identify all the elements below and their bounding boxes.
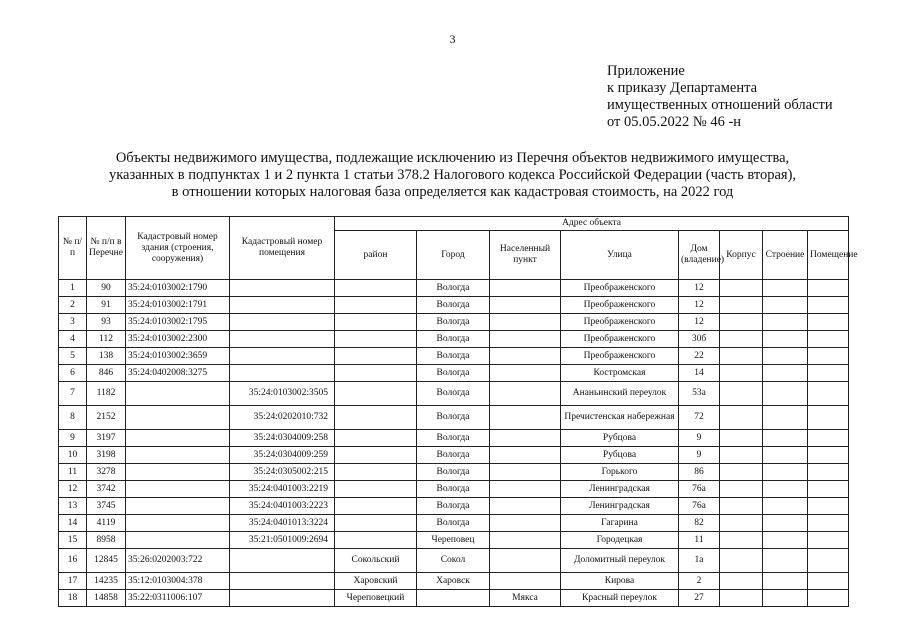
objects-table — [58, 216, 858, 607]
cell-korpus — [720, 498, 763, 515]
cell-street: Красный переулок — [561, 590, 679, 607]
header-list-num: № п/п в Перечне — [87, 217, 126, 280]
cell-building — [763, 348, 808, 365]
cell-settlement — [490, 498, 561, 515]
cell-street: Преображенского — [561, 297, 679, 314]
cell-settlement — [490, 406, 561, 430]
cell-district — [335, 464, 417, 481]
cell-district — [335, 447, 417, 464]
cell-district — [335, 348, 417, 365]
table-row — [59, 590, 849, 607]
header-district: район — [335, 231, 417, 280]
cell-premises — [808, 430, 849, 447]
cell-number: 14 — [59, 515, 87, 532]
cell-street: Рубцова — [561, 430, 679, 447]
cell-building — [763, 481, 808, 498]
header-num: № п/п — [59, 217, 87, 280]
header-building: Строение — [763, 231, 808, 280]
cell-building-cadastral: 35:24:0103002:1795 — [126, 314, 230, 331]
header-building-cadastral: Кадастровый номер здания (строения, сооружения) — [126, 217, 230, 280]
cell-korpus — [720, 297, 763, 314]
cell-premises-cadastral — [230, 590, 335, 607]
cell-premises-cadastral — [230, 348, 335, 365]
cell-district — [335, 280, 417, 297]
table-row — [59, 481, 849, 498]
cell-house: 72 — [679, 406, 720, 430]
cell-district — [335, 331, 417, 348]
table-row — [59, 365, 849, 382]
cell-premises-cadastral: 35:24:0401013:3224 — [230, 515, 335, 532]
cell-number: 2 — [59, 297, 87, 314]
cell-number: 8 — [59, 406, 87, 430]
cell-premises — [808, 297, 849, 314]
cell-premises — [808, 532, 849, 549]
header-premises-cadastral: Кадастровый номер помещения — [230, 217, 335, 280]
cell-premises — [808, 348, 849, 365]
cell-list-number: 91 — [87, 297, 126, 314]
cell-premises-cadastral — [230, 331, 335, 348]
cell-premises — [808, 464, 849, 481]
cell-street: Горького — [561, 464, 679, 481]
cell-house: 12 — [679, 314, 720, 331]
cell-building-cadastral — [126, 481, 230, 498]
cell-list-number: 1182 — [87, 382, 126, 406]
cell-house: 27 — [679, 590, 720, 607]
cell-list-number: 3742 — [87, 481, 126, 498]
cell-premises-cadastral: 35:24:0401003:2223 — [230, 498, 335, 515]
cell-district — [335, 430, 417, 447]
cell-building-cadastral: 35:24:0402008:3275 — [126, 365, 230, 382]
cell-premises — [808, 498, 849, 515]
cell-street: Преображенского — [561, 280, 679, 297]
table-row — [59, 464, 849, 481]
cell-district — [335, 365, 417, 382]
cell-premises-cadastral: 35:24:0103002:3505 — [230, 382, 335, 406]
cell-number: 1 — [59, 280, 87, 297]
cell-street: Ананьинский переулок — [561, 382, 679, 406]
cell-premises-cadastral — [230, 314, 335, 331]
cell-building — [763, 382, 808, 406]
cell-list-number: 14858 — [87, 590, 126, 607]
cell-korpus — [720, 590, 763, 607]
header-settlement: Населенный пункт — [490, 231, 561, 280]
table-row — [59, 331, 849, 348]
cell-building — [763, 331, 808, 348]
cell-city: Вологда — [417, 498, 490, 515]
cell-settlement — [490, 331, 561, 348]
cell-building-cadastral — [126, 498, 230, 515]
cell-korpus — [720, 331, 763, 348]
cell-korpus — [720, 280, 763, 297]
cell-street: Кирова — [561, 573, 679, 590]
cell-settlement — [490, 382, 561, 406]
cell-building-cadastral: 35:12:0103004:378 — [126, 573, 230, 590]
cell-list-number: 3745 — [87, 498, 126, 515]
appendix-line: от 05.05.2022 № 46 -н — [607, 114, 742, 130]
cell-settlement — [490, 280, 561, 297]
cell-premises-cadastral: 35:24:0304009:258 — [230, 430, 335, 447]
cell-district — [335, 314, 417, 331]
appendix-line: к приказу Департамента — [607, 80, 758, 96]
cell-number: 5 — [59, 348, 87, 365]
header-city: Город — [417, 231, 490, 280]
cell-premises-cadastral: 35:21:0501009:2694 — [230, 532, 335, 549]
cell-premises-cadastral — [230, 573, 335, 590]
table-row — [59, 297, 849, 314]
cell-district — [335, 297, 417, 314]
cell-city: Вологда — [417, 447, 490, 464]
cell-building — [763, 406, 808, 430]
cell-building — [763, 532, 808, 549]
cell-premises-cadastral — [230, 549, 335, 573]
cell-settlement — [490, 314, 561, 331]
cell-premises — [808, 573, 849, 590]
table-row — [59, 280, 849, 297]
cell-korpus — [720, 314, 763, 331]
cell-settlement — [490, 481, 561, 498]
cell-number: 15 — [59, 532, 87, 549]
header-premises: Помещение — [808, 231, 849, 280]
title-line: Объекты недвижимого имущества, подлежащие исключению из Перечня объектов недвижимого имущества, — [115, 150, 790, 166]
cell-premises — [808, 590, 849, 607]
cell-street: Рубцова — [561, 447, 679, 464]
cell-building — [763, 498, 808, 515]
cell-street: Доломитный переулок — [561, 549, 679, 573]
cell-premises — [808, 549, 849, 573]
cell-list-number: 3278 — [87, 464, 126, 481]
cell-list-number: 12845 — [87, 549, 126, 573]
table-row — [59, 406, 849, 430]
cell-building-cadastral — [126, 464, 230, 481]
document-title — [0, 150, 905, 201]
cell-city: Вологда — [417, 515, 490, 532]
cell-house: 86 — [679, 464, 720, 481]
cell-house: 9 — [679, 430, 720, 447]
cell-street: Преображенского — [561, 348, 679, 365]
cell-district — [335, 498, 417, 515]
cell-korpus — [720, 515, 763, 532]
cell-street: Гагарина — [561, 515, 679, 532]
cell-korpus — [720, 549, 763, 573]
cell-list-number: 93 — [87, 314, 126, 331]
cell-number: 17 — [59, 573, 87, 590]
cell-building-cadastral: 35:24:0103002:1790 — [126, 280, 230, 297]
cell-korpus — [720, 464, 763, 481]
page-number: 3 — [449, 32, 456, 46]
cell-settlement — [490, 515, 561, 532]
cell-settlement — [490, 348, 561, 365]
cell-district — [335, 532, 417, 549]
cell-house: 53а — [679, 382, 720, 406]
cell-premises — [808, 515, 849, 532]
table-row — [59, 532, 849, 549]
cell-city: Вологда — [417, 382, 490, 406]
cell-city: Вологда — [417, 348, 490, 365]
cell-building — [763, 590, 808, 607]
cell-house: 9 — [679, 447, 720, 464]
cell-korpus — [720, 447, 763, 464]
cell-city: Сокол — [417, 549, 490, 573]
cell-district — [335, 382, 417, 406]
cell-city: Вологда — [417, 331, 490, 348]
cell-number: 11 — [59, 464, 87, 481]
cell-city: Вологда — [417, 406, 490, 430]
cell-house: 76а — [679, 481, 720, 498]
cell-korpus — [720, 348, 763, 365]
cell-settlement — [490, 365, 561, 382]
cell-list-number: 138 — [87, 348, 126, 365]
cell-premises-cadastral — [230, 365, 335, 382]
cell-building-cadastral — [126, 430, 230, 447]
cell-building — [763, 314, 808, 331]
cell-korpus — [720, 532, 763, 549]
cell-number: 3 — [59, 314, 87, 331]
cell-street: Костромская — [561, 365, 679, 382]
cell-premises — [808, 406, 849, 430]
cell-house: 12 — [679, 297, 720, 314]
cell-premises — [808, 314, 849, 331]
cell-list-number: 4119 — [87, 515, 126, 532]
cell-premises — [808, 365, 849, 382]
cell-building-cadastral — [126, 532, 230, 549]
cell-number: 9 — [59, 430, 87, 447]
cell-list-number: 8958 — [87, 532, 126, 549]
cell-number: 16 — [59, 549, 87, 573]
table-row — [59, 498, 849, 515]
cell-building-cadastral: 35:26:0202003:722 — [126, 549, 230, 573]
cell-premises-cadastral — [230, 280, 335, 297]
cell-house: 30б — [679, 331, 720, 348]
cell-building — [763, 280, 808, 297]
cell-district: Харовский — [335, 573, 417, 590]
cell-city: Вологда — [417, 481, 490, 498]
cell-settlement — [490, 549, 561, 573]
cell-korpus — [720, 430, 763, 447]
cell-building — [763, 573, 808, 590]
title-line: в отношении которых налоговая база определяется как кадастровая стоимость, на 2022 год — [171, 184, 734, 200]
cell-korpus — [720, 573, 763, 590]
cell-premises-cadastral: 35:24:0202010:732 — [230, 406, 335, 430]
cell-korpus — [720, 382, 763, 406]
cell-list-number: 846 — [87, 365, 126, 382]
cell-building — [763, 430, 808, 447]
cell-building — [763, 549, 808, 573]
cell-house: 76а — [679, 498, 720, 515]
cell-city: Вологда — [417, 365, 490, 382]
cell-street: Ленинградская — [561, 498, 679, 515]
cell-house: 12 — [679, 280, 720, 297]
cell-korpus — [720, 406, 763, 430]
cell-settlement — [490, 447, 561, 464]
cell-building-cadastral — [126, 406, 230, 430]
cell-list-number: 14235 — [87, 573, 126, 590]
cell-premises-cadastral: 35:24:0401003:2219 — [230, 481, 335, 498]
cell-building-cadastral — [126, 382, 230, 406]
cell-building-cadastral — [126, 515, 230, 532]
appendix-block — [607, 63, 833, 131]
table-row — [59, 430, 849, 447]
cell-city: Харовск — [417, 573, 490, 590]
cell-building-cadastral: 35:22:0311006:107 — [126, 590, 230, 607]
cell-street: Преображенского — [561, 314, 679, 331]
cell-district: Череповецкий — [335, 590, 417, 607]
cell-list-number: 112 — [87, 331, 126, 348]
cell-building — [763, 447, 808, 464]
cell-building-cadastral: 35:24:0103002:1791 — [126, 297, 230, 314]
cell-premises — [808, 447, 849, 464]
cell-city: Вологда — [417, 314, 490, 331]
cell-house: 22 — [679, 348, 720, 365]
cell-city — [417, 590, 490, 607]
cell-korpus — [720, 481, 763, 498]
cell-list-number: 3198 — [87, 447, 126, 464]
cell-number: 4 — [59, 331, 87, 348]
cell-number: 18 — [59, 590, 87, 607]
cell-house: 82 — [679, 515, 720, 532]
cell-house: 11 — [679, 532, 720, 549]
cell-city: Череповец — [417, 532, 490, 549]
table-body — [59, 280, 849, 607]
cell-city: Вологда — [417, 297, 490, 314]
cell-number: 6 — [59, 365, 87, 382]
cell-list-number: 90 — [87, 280, 126, 297]
cell-settlement — [490, 532, 561, 549]
cell-building — [763, 464, 808, 481]
cell-premises-cadastral: 35:24:0304009:259 — [230, 447, 335, 464]
cell-house: 1а — [679, 549, 720, 573]
cell-building — [763, 515, 808, 532]
cell-settlement — [490, 430, 561, 447]
cell-number: 13 — [59, 498, 87, 515]
cell-premises-cadastral: 35:24:0305002:215 — [230, 464, 335, 481]
cell-building — [763, 297, 808, 314]
cell-settlement — [490, 573, 561, 590]
cell-settlement — [490, 297, 561, 314]
table-row — [59, 549, 849, 573]
cell-house: 2 — [679, 573, 720, 590]
cell-premises — [808, 280, 849, 297]
cell-premises — [808, 382, 849, 406]
header-house: Дом (владение) — [679, 231, 720, 280]
table-row — [59, 348, 849, 365]
cell-number: 12 — [59, 481, 87, 498]
title-line: указанных в подпунктах 1 и 2 пункта 1 статьи 378.2 Налогового кодекса Российской Федерации (часть вторая), — [108, 167, 797, 183]
cell-street: Пречистенская набережная — [561, 406, 679, 430]
cell-number: 7 — [59, 382, 87, 406]
cell-city: Вологда — [417, 464, 490, 481]
cell-building-cadastral — [126, 447, 230, 464]
cell-premises — [808, 481, 849, 498]
header-street: Улица — [561, 231, 679, 280]
cell-korpus — [720, 365, 763, 382]
cell-settlement: Мякса — [490, 590, 561, 607]
cell-city: Вологда — [417, 280, 490, 297]
cell-list-number: 2152 — [87, 406, 126, 430]
cell-number: 10 — [59, 447, 87, 464]
cell-building-cadastral: 35:24:0103002:3659 — [126, 348, 230, 365]
cell-building — [763, 365, 808, 382]
cell-street: Городецкая — [561, 532, 679, 549]
cell-district: Сокольский — [335, 549, 417, 573]
cell-premises — [808, 331, 849, 348]
cell-street: Ленинградская — [561, 481, 679, 498]
table-row — [59, 573, 849, 590]
cell-district — [335, 481, 417, 498]
cell-list-number: 3197 — [87, 430, 126, 447]
cell-settlement — [490, 464, 561, 481]
cell-city: Вологда — [417, 430, 490, 447]
header-address-group: Адрес объекта — [335, 217, 849, 231]
cell-premises-cadastral — [230, 297, 335, 314]
table-row — [59, 515, 849, 532]
cell-street: Преображенского — [561, 331, 679, 348]
appendix-line: имущественных отношений области — [607, 97, 833, 113]
cell-building-cadastral: 35:24:0103002:2300 — [126, 331, 230, 348]
table-row — [59, 447, 849, 464]
table-row — [59, 382, 849, 406]
cell-district — [335, 406, 417, 430]
table-row — [59, 314, 849, 331]
header-korpus: Корпус — [720, 231, 763, 280]
appendix-line: Приложение — [607, 63, 685, 79]
cell-district — [335, 515, 417, 532]
cell-house: 14 — [679, 365, 720, 382]
